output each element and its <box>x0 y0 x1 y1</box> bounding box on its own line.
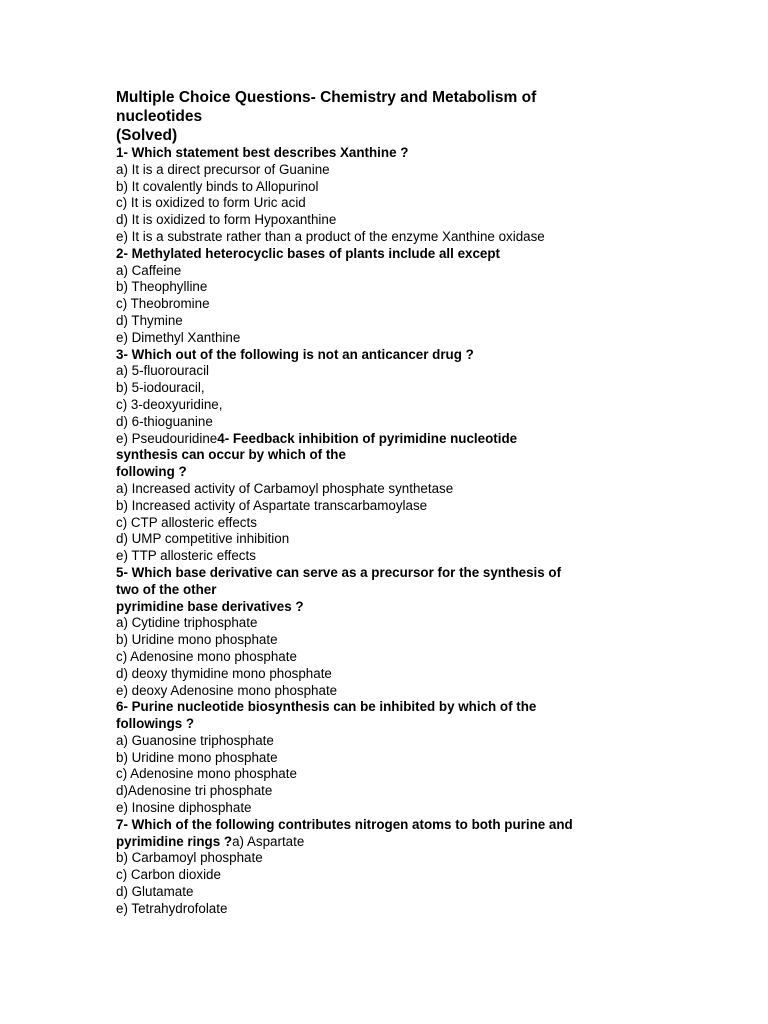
title-line: (Solved) <box>116 127 178 144</box>
question-2: 2- Methylated heterocyclic bases of plants include all except <box>116 245 500 261</box>
option-4a: a) Increased activity of Carbamoyl phosphate synthetase <box>116 480 454 496</box>
question-7-end-and-option-7a <box>116 834 656 851</box>
option-4b: b) Increased activity of Aspartate transcarbamoylase <box>116 497 428 513</box>
option-6b: b) Uridine mono phosphate <box>116 749 278 765</box>
question-3: 3- Which out of the following is not an anticancer drug ? <box>116 346 474 362</box>
option-3e-and-question-4 <box>116 431 656 448</box>
option-4e: e) TTP allosteric effects <box>116 548 256 564</box>
option-1c: c) It is oxidized to form Uric acid <box>116 195 306 211</box>
question-5-cont: two of the other <box>116 581 217 597</box>
option-7d: d) Glutamate <box>116 884 194 900</box>
option-2a: a) Caffeine <box>116 262 182 278</box>
option-3c: c) 3-deoxyuridine, <box>116 396 223 412</box>
document-title <box>116 88 656 145</box>
title-line: Multiple Choice Questions- Chemistry and Metabolism of <box>116 89 537 106</box>
option-6a: a) Guanosine triphosphate <box>116 732 274 748</box>
question-6: 6- Purine nucleotide biosynthesis can be inhibited by which of the <box>116 699 537 715</box>
title-line: nucleotides <box>116 108 203 125</box>
option-1a: a) It is a direct precursor of Guanine <box>116 161 330 177</box>
option-2d: d) Thymine <box>116 312 183 328</box>
option-7c: c) Carbon dioxide <box>116 867 221 883</box>
question-4-end: following ? <box>116 464 187 480</box>
question-5: 5- Which base derivative can serve as a precursor for the synthesis of <box>116 564 562 580</box>
question-5-end: pyrimidine base derivatives ? <box>116 598 304 614</box>
question-4-start: 4- Feedback inhibition of pyrimidine nucleotide <box>217 430 518 446</box>
option-2c: c) Theobromine <box>116 296 210 312</box>
option-5b: b) Uridine mono phosphate <box>116 632 278 648</box>
option-5c: c) Adenosine mono phosphate <box>116 648 297 664</box>
option-1d: d) It is oxidized to form Hypoxanthine <box>116 212 337 228</box>
option-7e: e) Tetrahydrofolate <box>116 900 228 916</box>
option-7b: b) Carbamoyl phosphate <box>116 850 263 866</box>
option-4c: c) CTP allosteric effects <box>116 514 257 530</box>
option-6c: c) Adenosine mono phosphate <box>116 766 297 782</box>
option-3e: e) Pseudouridine <box>116 430 218 446</box>
option-5d: d) deoxy thymidine mono phosphate <box>116 665 332 681</box>
option-5e: e) deoxy Adenosine mono phosphate <box>116 682 338 698</box>
question-6-end: followings ? <box>116 716 195 732</box>
option-3a: a) 5-fluorouracil <box>116 363 210 379</box>
document-page <box>116 88 656 918</box>
option-3b: b) 5-iodouracil, <box>116 380 205 396</box>
question-1: 1- Which statement best describes Xanthine ? <box>116 145 409 160</box>
question-7-end: pyrimidine rings ? <box>116 833 233 849</box>
option-2b: b) Theophylline <box>116 279 208 295</box>
option-1e: e) It is a substrate rather than a product of the enzyme Xanthine oxidase <box>116 228 545 244</box>
option-5a: a) Cytidine triphosphate <box>116 615 258 631</box>
question-7: 7- Which of the following contributes nitrogen atoms to both purine and <box>116 816 573 832</box>
question-4-cont: synthesis can occur by which of the <box>116 447 346 463</box>
option-6d: d)Adenosine tri phosphate <box>116 783 273 799</box>
option-1b: b) It covalently binds to Allopurinol <box>116 178 319 194</box>
option-6e: e) Inosine diphosphate <box>116 800 252 816</box>
option-4d: d) UMP competitive inhibition <box>116 531 290 547</box>
option-7a: a) Aspartate <box>232 833 305 849</box>
option-3d: d) 6-thioguanine <box>116 413 213 429</box>
option-2e: e) Dimethyl Xanthine <box>116 329 241 345</box>
